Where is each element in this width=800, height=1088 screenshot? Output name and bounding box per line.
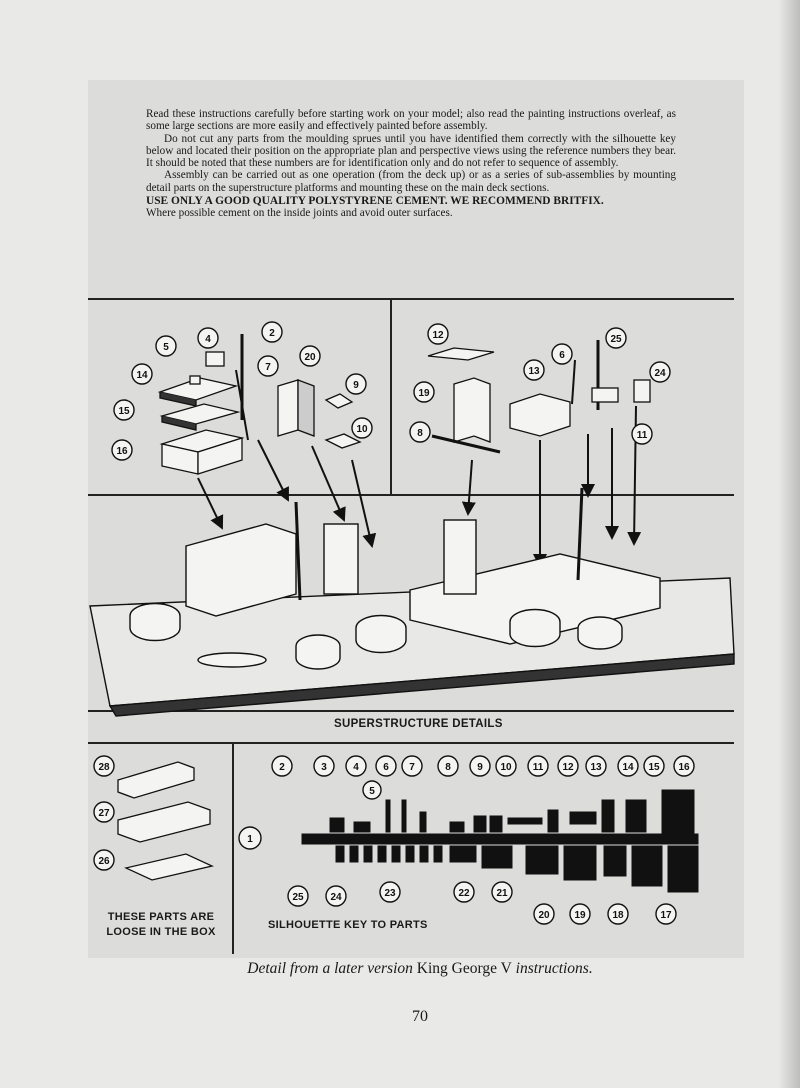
part-5-drawing: [190, 376, 200, 384]
callout-12: 12: [432, 330, 444, 341]
key-callout-19: 19: [574, 910, 586, 921]
aft-funnel-block: [444, 520, 476, 594]
callout-2: 2: [269, 328, 275, 339]
caption-lead: Detail from a later version: [247, 960, 417, 977]
callout-14: 14: [136, 370, 148, 381]
key-callout-18: 18: [612, 910, 624, 921]
key-callout-2: 2: [279, 762, 285, 773]
key-callout-17: 17: [660, 910, 672, 921]
callout-7: 7: [265, 362, 271, 373]
callout-6: 6: [559, 350, 565, 361]
upper-right-parts-drawing: [428, 340, 650, 452]
part-13-drawing: [510, 394, 570, 436]
part-9-drawing: [326, 394, 352, 408]
part-24-drawing: [634, 380, 650, 402]
callout-16: 16: [116, 446, 128, 457]
part-6-drawing: [572, 360, 575, 404]
part-28-drawing: [118, 762, 194, 798]
key-callout-21: 21: [496, 888, 508, 899]
boat-drawing: [198, 653, 266, 667]
part-27-drawing: [118, 802, 210, 842]
callout-28: 28: [98, 762, 110, 773]
callout-20: 20: [304, 352, 316, 363]
part-19-drawing: [454, 378, 490, 442]
callout-11: 11: [636, 430, 648, 441]
part-4-drawing: [206, 352, 224, 366]
callout-10: 10: [356, 424, 368, 435]
loose-parts-label: [94, 910, 228, 940]
callout-27: 27: [98, 808, 110, 819]
turret-a: [130, 604, 180, 641]
part-12-drawing: [428, 348, 494, 360]
key-callout-8: 8: [445, 762, 451, 773]
turret-b: [296, 635, 340, 669]
callout-9: 9: [353, 380, 359, 391]
key-callout-23: 23: [384, 888, 396, 899]
caption-ship-title: King George V: [416, 960, 512, 977]
turret-e: [578, 617, 622, 649]
instruction-paragraph-1: Read these instructions carefully before starting work on your model; also read the painting instructions overleaf, as some large sections are more easily and effectively painted before assembly.: [146, 108, 676, 133]
key-callout-20: 20: [538, 910, 550, 921]
funnel-block: [324, 524, 358, 594]
key-callout-6: 6: [383, 762, 389, 773]
callout-5: 5: [163, 342, 169, 353]
superstructure-details-label: SUPERSTRUCTURE DETAILS: [334, 718, 503, 730]
key-callout-10: 10: [500, 762, 512, 773]
key-callout-22: 22: [458, 888, 470, 899]
callout-15: 15: [118, 406, 130, 417]
key-callout-3: 3: [321, 762, 327, 773]
key-callout-7: 7: [409, 762, 415, 773]
callout-4: 4: [205, 334, 211, 345]
part-20-side: [298, 380, 314, 436]
key-callout-11: 11: [532, 762, 544, 773]
sprue-bar: [302, 834, 698, 844]
part-10-drawing: [326, 434, 360, 448]
cement-advice: Where possible cement on the inside joints and avoid outer surfaces.: [146, 207, 453, 220]
key-callout-15: 15: [648, 762, 660, 773]
key-callout-16: 16: [678, 762, 690, 773]
silhouette-key-drawing: [302, 790, 698, 892]
instruction-paragraph-3: Assembly can be carried out as one operation (from the deck up) or as a series of sub-assemblies by mounting detail parts on the superstructure platforms and mounting these on the main deck sections.: [146, 169, 676, 194]
key-callout-24: 24: [330, 892, 342, 903]
cement-warning: USE ONLY A GOOD QUALITY POLYSTYRENE CEMENT. WE RECOMMEND BRITFIX.: [146, 195, 604, 208]
caption-tail: instructions.: [511, 960, 593, 977]
loose-parts-label-line-2: LOOSE IN THE BOX: [106, 926, 216, 938]
key-callout-9: 9: [477, 762, 483, 773]
callout-8: 8: [417, 428, 423, 439]
callout-26: 26: [98, 856, 110, 867]
key-callout-1: 1: [247, 834, 253, 845]
callout-19: 19: [418, 388, 430, 399]
part-11-drawing: [592, 388, 618, 402]
silhouette-parts-top: [330, 790, 694, 834]
loose-parts-drawing: [118, 762, 212, 880]
part-20-front: [278, 380, 298, 436]
turret-c: [356, 616, 406, 653]
loose-parts-label-line-1: THESE PARTS ARE: [107, 911, 215, 923]
key-callout-4: 4: [353, 762, 359, 773]
turret-d: [510, 610, 560, 647]
key-callout-5: 5: [369, 786, 375, 797]
callout-25: 25: [610, 334, 622, 345]
instruction-paragraph-2: Do not cut any parts from the moulding sprues until you have identified them correctly with the silhouette key below and located their position on the appropriate plan and perspective views using the reference numbers they bear. It should be noted that these numbers are for identification only and do not refer to sequence of assembly.: [146, 132, 676, 170]
page-number: 70: [412, 1008, 428, 1025]
silhouette-key-label: SILHOUETTE KEY TO PARTS: [268, 919, 428, 931]
callout-24: 24: [654, 368, 666, 379]
hull-perspective-drawing: [90, 488, 734, 716]
key-callout-13: 13: [590, 762, 602, 773]
key-callout-25: 25: [292, 892, 304, 903]
key-callout-12: 12: [562, 762, 574, 773]
part-26-drawing: [126, 854, 212, 880]
key-callout-14: 14: [622, 762, 634, 773]
upper-left-parts-drawing: [160, 334, 360, 474]
callout-13: 13: [528, 366, 540, 377]
figure-caption: [0, 960, 800, 978]
